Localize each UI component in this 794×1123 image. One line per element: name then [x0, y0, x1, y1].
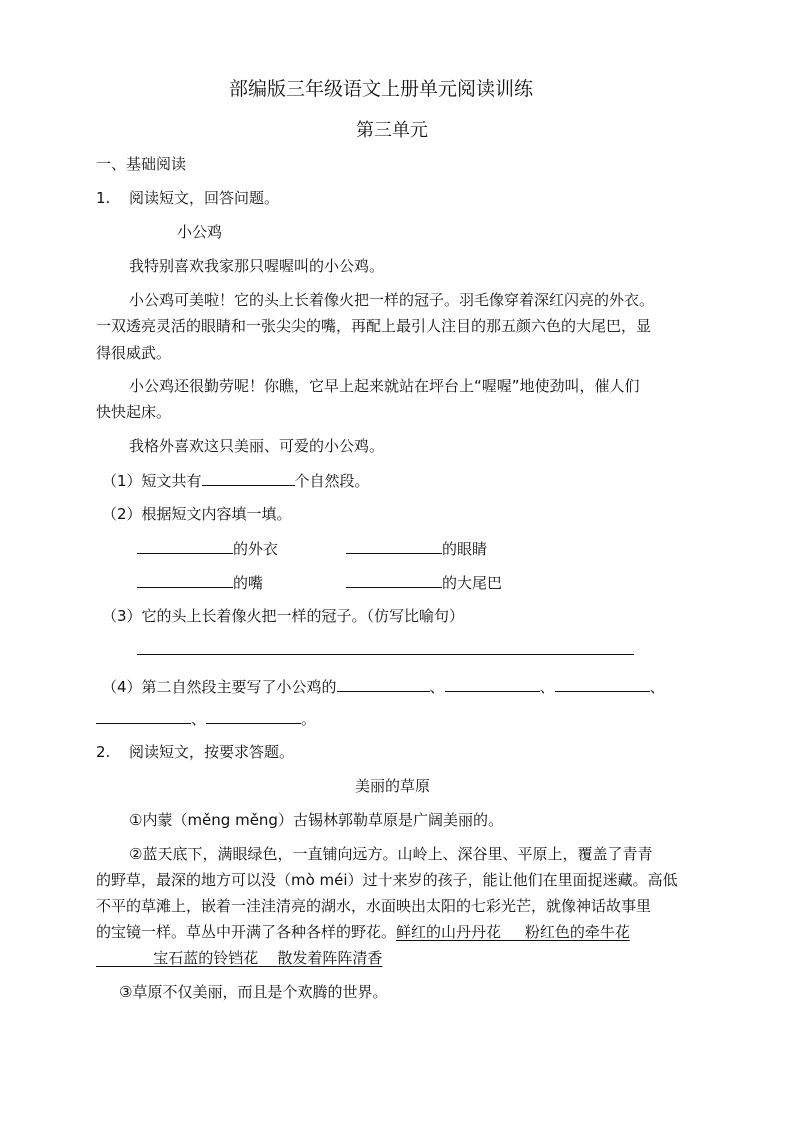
separator-2: 、 [539, 678, 555, 696]
fill-blank-coat[interactable] [137, 538, 233, 554]
fill-blank-eyes[interactable] [346, 538, 442, 554]
paragraph-count-blank[interactable] [202, 470, 295, 486]
answer-blank-5[interactable] [206, 708, 301, 724]
story-1-para-1: 我特别喜欢我家那只喔喔叫的小公鸡。 [129, 257, 385, 275]
story-2-para-3: ③草原不仅美丽，而且是个欢腾的世界。 [119, 983, 388, 1001]
story-1-para-3-line-2: 快快起床。 [96, 403, 172, 421]
fill-label-beak: 的嘴 [233, 574, 264, 592]
sub-question-1-suffix: 个自然段。 [294, 472, 370, 490]
separator-1: 、 [429, 678, 445, 696]
question-1-number: 1. [96, 189, 111, 207]
fill-row-1-right [346, 538, 487, 559]
story-1-para-4: 我格外喜欢这只美丽、可爱的小公鸡。 [129, 437, 385, 455]
document-title: 部编版三年级语文上册单元阅读训练 [229, 78, 534, 100]
sub-question-1-prefix: （1）短文共有 [102, 472, 202, 490]
section-heading: 一、基础阅读 [96, 155, 187, 173]
underlined-flower-1: 鲜红的山丹丹花 [396, 923, 502, 941]
sub-question-4-line-2 [96, 708, 316, 729]
answer-blank-4[interactable] [96, 708, 191, 724]
sub-question-2: （2）根据短文内容填一填。 [102, 505, 292, 523]
underlined-gap-3 [258, 949, 277, 967]
sub-question-4-prefix: （4）第二自然段主要写了小公鸡的 [102, 678, 337, 696]
question-2-instruction: 阅读短文，按要求答题。 [129, 743, 295, 761]
underlined-flower-3: 宝石蓝的铃铛花 [153, 949, 259, 967]
story-1-para-2-line-2: 一双透亮灵活的眼睛和一张尖尖的嘴，再配上最引人注目的那五颜六色的大尾巴，显 [96, 317, 652, 335]
fill-row-2-right [346, 572, 502, 593]
unit-title: 第三单元 [356, 120, 428, 141]
story-2-para-2-line-4-text: 的宝镜一样。草丛中开满了各种各样的野花。 [96, 923, 397, 941]
sub-question-4-line-1 [102, 676, 665, 697]
sub-question-1 [102, 470, 370, 491]
answer-blank-2[interactable] [445, 676, 540, 692]
story-1-title: 小公鸡 [177, 223, 223, 241]
story-2-title: 美丽的草原 [355, 777, 431, 795]
question-2-number: 2. [96, 743, 111, 761]
answer-blank-3[interactable] [555, 676, 650, 692]
underlined-gap-2 [96, 949, 153, 967]
fill-label-eyes: 的眼睛 [442, 540, 488, 558]
answer-line-simile[interactable] [137, 654, 634, 655]
story-2-para-1: ①内蒙（měng měng）古锡林郭勒草原是广阔美丽的。 [129, 811, 503, 829]
fill-row-2-left [137, 572, 263, 593]
underlined-fragrance: 散发着阵阵清香 [277, 949, 383, 967]
answer-blank-1[interactable] [337, 676, 430, 692]
fill-label-coat: 的外衣 [233, 540, 279, 558]
fill-row-1-left [137, 538, 278, 559]
story-1-para-3-line-1: 小公鸡还很勤劳呢！你瞧，它早上起来就站在坪台上“喔喔”地使劲叫，催人们 [129, 377, 640, 395]
story-1-para-2-line-3: 得很威武。 [96, 344, 172, 362]
fill-label-tail: 的大尾巴 [442, 574, 503, 592]
fill-blank-beak[interactable] [137, 572, 233, 588]
separator-3: 、 [649, 678, 665, 696]
fill-blank-tail[interactable] [346, 572, 442, 588]
story-2-para-2-line-5 [96, 948, 382, 968]
story-1-para-2-line-1: 小公鸡可美啦！它的头上长着像火把一样的冠子。羽毛像穿着深红闪亮的外衣。 [129, 291, 655, 309]
story-2-para-2-line-3: 不平的草滩上，嵌着一洼洼清亮的湖水，水面映出太阳的七彩光芒，就像神话故事里 [96, 897, 652, 915]
story-2-para-2-line-2: 的野草，最深的地方可以没（mò méi）过十来岁的孩子，能让他们在里面捉迷藏。高低 [96, 871, 678, 889]
underlined-flower-2: 粉红色的牵牛花 [524, 923, 630, 941]
underlined-gap-1 [501, 923, 525, 941]
story-2-para-2-line-1: ②蓝天底下，满眼绿色，一直铺向远方。山岭上、深谷里、平原上，覆盖了青青 [129, 845, 653, 863]
sentence-end: 。 [301, 710, 317, 728]
separator-4: 、 [191, 710, 207, 728]
question-1-instruction: 阅读短文，回答问题。 [129, 189, 280, 207]
sub-question-3: （3）它的头上长着像火把一样的冠子。（仿写比喻句） [102, 607, 465, 625]
story-2-para-2-line-4 [96, 922, 630, 942]
